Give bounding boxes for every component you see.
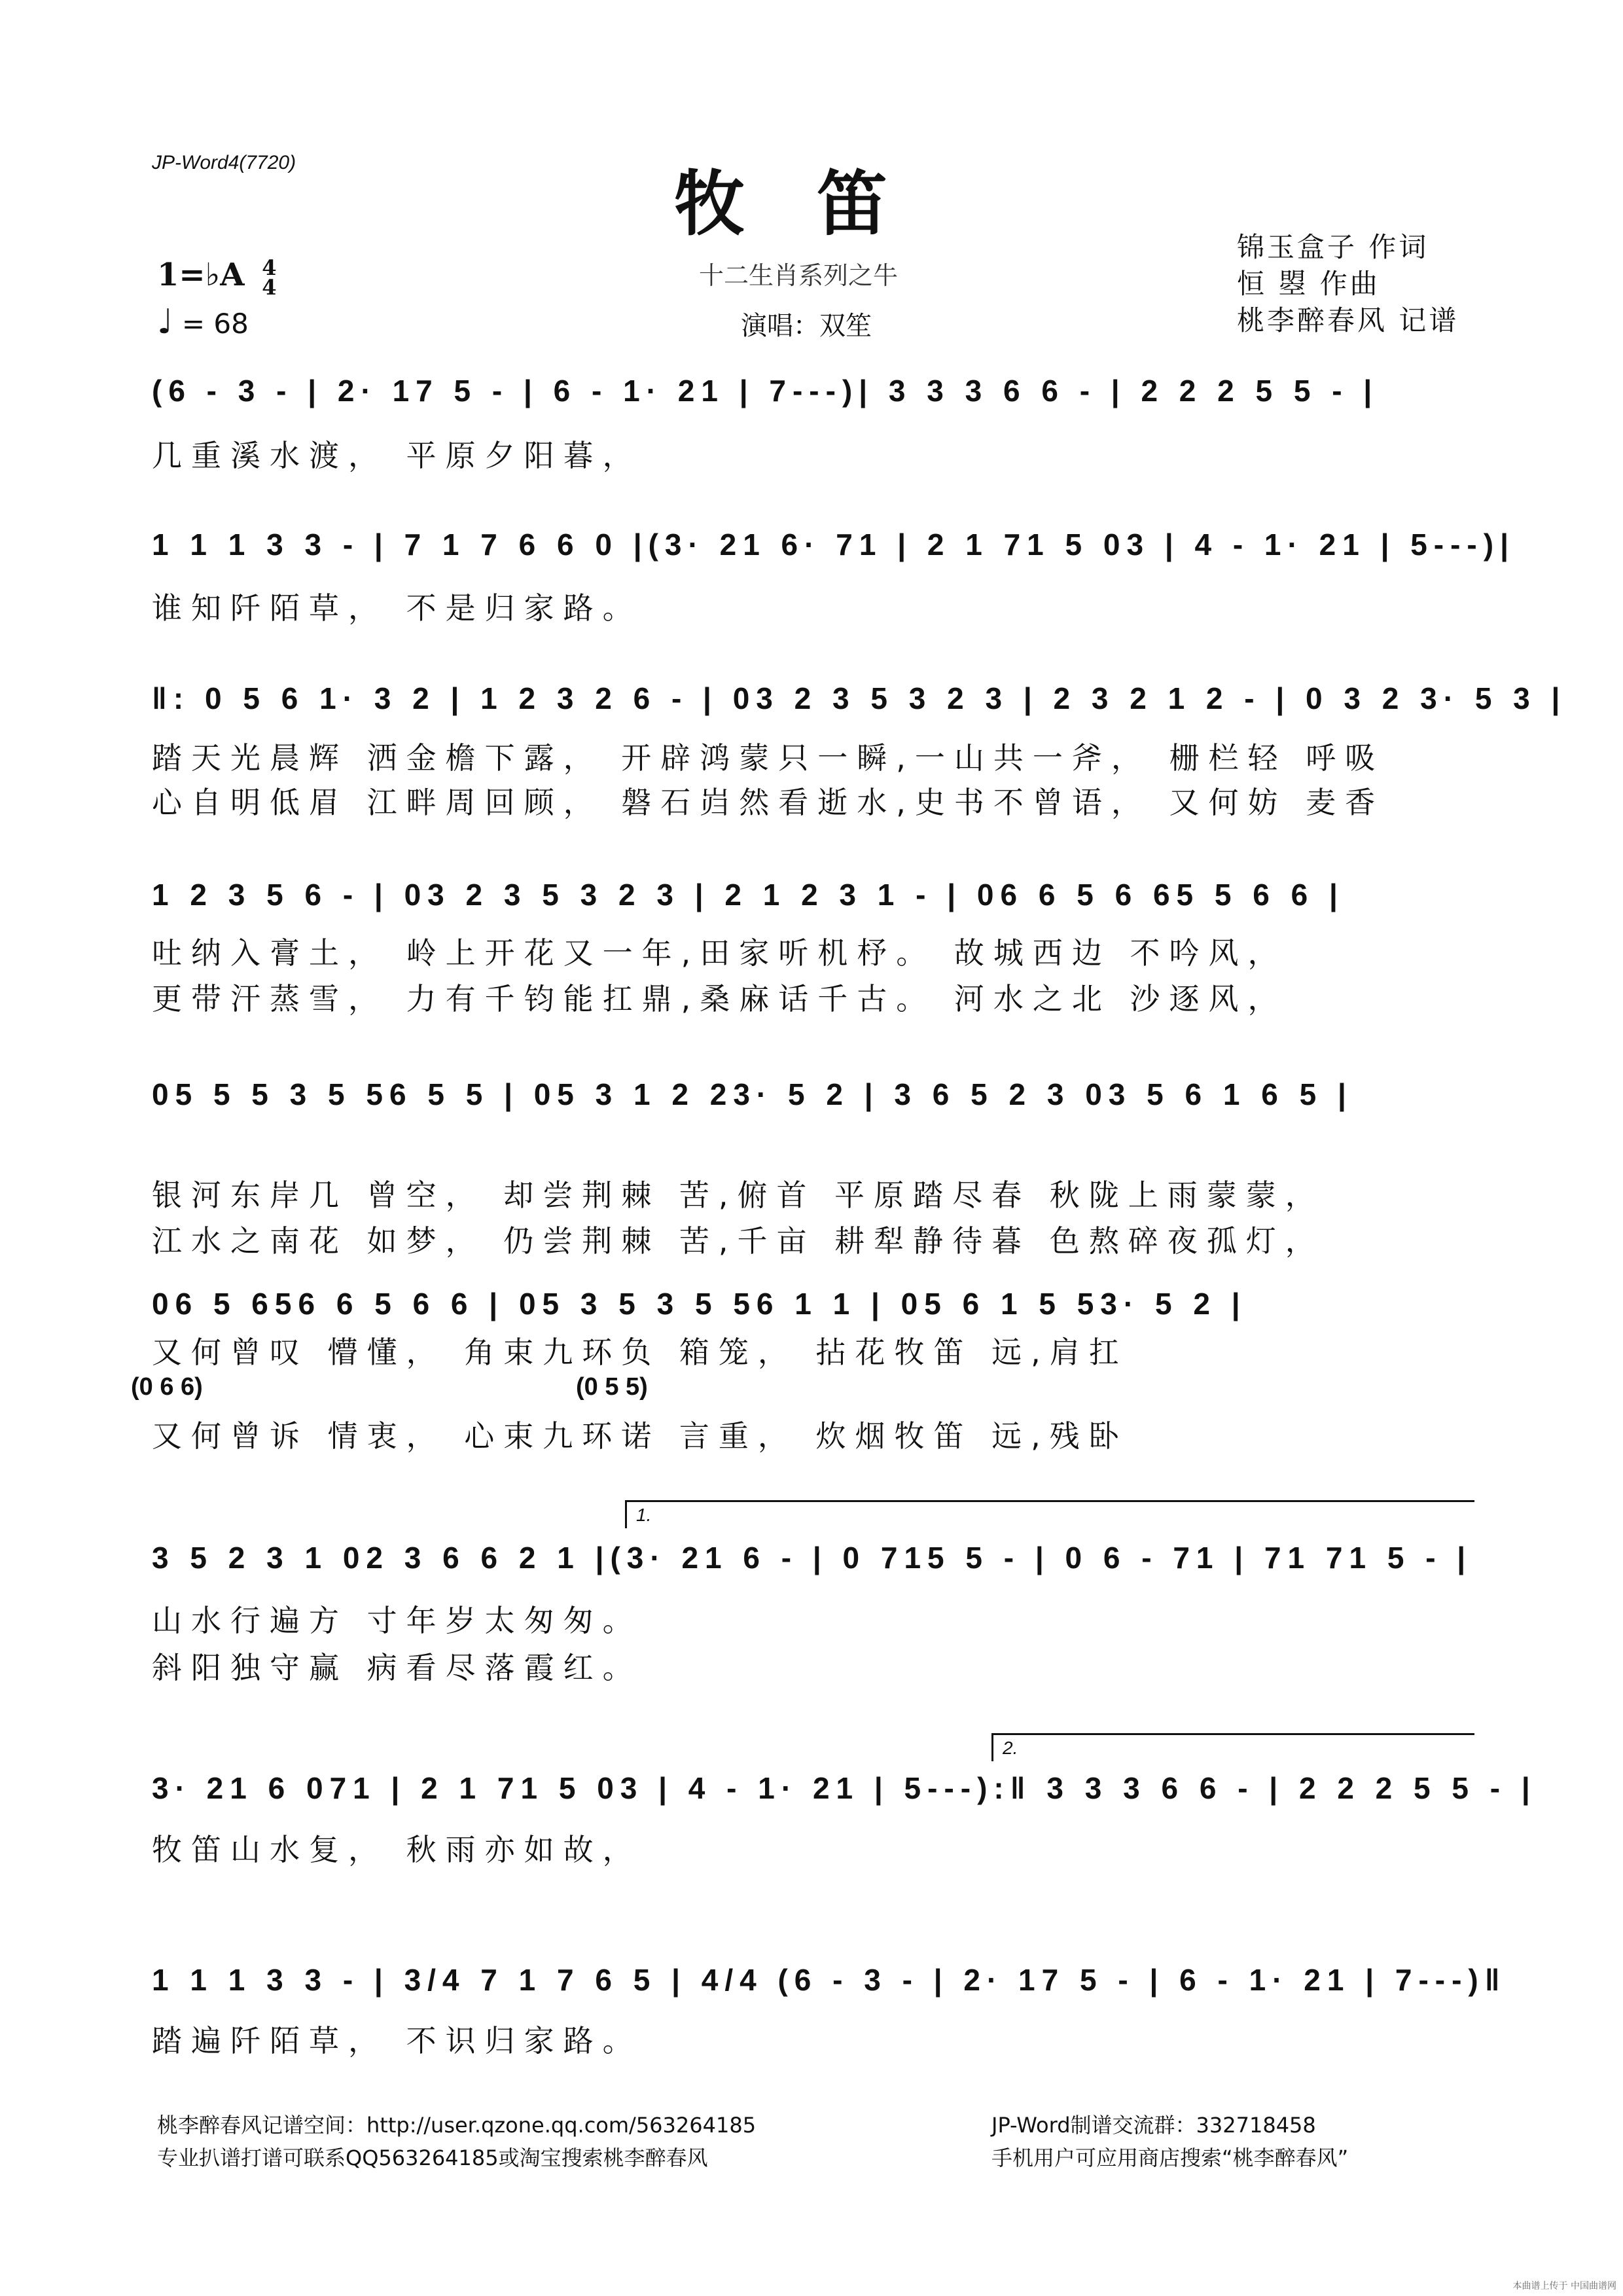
quarter-note-icon: ♩: [157, 302, 173, 342]
lyrics-line-5b: 江水之南花 如梦， 仍尝荆棘 苦,千亩 耕犁静待暮 色熬碎夜孤灯，: [152, 1223, 1325, 1259]
notation-line-5: 05 5 5 3 5 56 5 5 | 05 3 1 2 23· 5 2 | 3 6 5 2 3 03 5 6 1 6 5 |: [152, 1077, 1353, 1111]
alt-pickup-2: (0 5 5): [576, 1373, 648, 1401]
composer-credit: 恒 曌 作曲: [1237, 268, 1380, 300]
lyrics-line-8: 牧笛山水复， 秋雨亦如故，: [152, 1832, 642, 1867]
lyrics-line-3a: 踏天光晨辉 洒金檐下露， 开辟鸿蒙只一瞬,一山共一斧， 栅栏轻 呼吸: [152, 740, 1385, 776]
tempo-marking: [157, 302, 249, 342]
footer-contact: 专业扒谱打谱可联系QQ563264185或淘宝搜索桃李醉春风: [157, 2145, 708, 2170]
transcriber-credit: 桃李醉春风 记谱: [1237, 304, 1459, 336]
footer-space-link: 桃李醉春风记谱空间：http://user.qzone.qq.com/563264185: [157, 2113, 757, 2138]
key-signature: [157, 255, 277, 300]
subtitle: 十二生肖系列之牛: [699, 261, 899, 290]
time-top: 4: [262, 255, 277, 280]
alt-pickup-1: (0 6 6): [131, 1373, 203, 1401]
lyrics-line-7b: 斜阳独守赢 病看尽落霞红。: [152, 1650, 642, 1685]
time-bottom: 4: [262, 274, 277, 300]
lyrics-line-4a: 吐纳入膏土， 岭上开花又一年,田家听机杼。 故城西边 不吟风，: [152, 935, 1287, 971]
lyrics-line-7a: 山水行遍方 寸年岁太匆匆。: [152, 1603, 642, 1638]
notation-line-4: 1 2 3 5 6 - | 03 2 3 5 3 2 3 | 2 1 2 3 1 - | 06 6 5 6 65 5 6 6 |: [152, 878, 1344, 912]
key-label: 1=♭A: [157, 257, 245, 293]
lyrics-line-1: 几重溪水渡， 平原夕阳暮，: [152, 438, 642, 473]
second-ending-bracket: [991, 1733, 1474, 1761]
notation-line-7: 3 5 2 3 1 02 3 6 6 2 1 |(3· 21 6 - | 0 715 5 - | 0 6 - 71 | 71 71 5 - |: [152, 1541, 1472, 1575]
notation-line-9: 1 1 1 3 3 - | 3/4 7 1 7 6 5 | 4/4 (6 - 3 - | 2· 17 5 - | 6 - 1· 21 | 7---)‖: [152, 1963, 1507, 1997]
notation-line-8: 3· 21 6 071 | 2 1 71 5 03 | 4 - 1· 21 | 5---):‖ 3 3 3 6 6 - | 2 2 2 5 5 - |: [152, 1771, 1537, 1805]
lyricist-credit: 锦玉盒子 作词: [1237, 231, 1429, 263]
notation-line-6: 06 5 656 6 5 6 6 | 05 3 5 3 5 56 1 1 | 05 6 1 5 53· 5 2 |: [152, 1287, 1247, 1321]
lyrics-line-6a: 又何曾叹 懵懂， 角束九环负 箱笼， 拈花牧笛 远,肩扛: [152, 1335, 1128, 1370]
lyrics-line-6b: 又何曾诉 情衷， 心束九环诺 言重， 炊烟牧笛 远,残卧: [152, 1418, 1128, 1454]
credits: [1237, 229, 1459, 339]
watermark: 本曲谱上传于 中国曲谱网: [1512, 2281, 1616, 2291]
footer-app-search: 手机用户可应用商店搜索“桃李醉春风”: [991, 2145, 1349, 2170]
tempo-value: = 68: [181, 308, 249, 340]
lyrics-line-5a: 银河东岸几 曾空， 却尝荆棘 苦,俯首 平原踏尽春 秋陇上雨蒙蒙，: [152, 1177, 1325, 1213]
first-ending-bracket: [625, 1500, 1474, 1528]
notation-line-1: (6 - 3 - | 2· 17 5 - | 6 - 1· 21 | 7---)| 3 3 3 6 6 - | 2 2 2 5 5 - |: [152, 374, 1379, 408]
first-ending-label: 1.: [636, 1505, 652, 1525]
lyrics-line-4b: 更带汗蒸雪， 力有千钧能扛鼎,桑麻话千古。 河水之北 沙逐风，: [152, 981, 1287, 1016]
notation-line-2: 1 1 1 3 3 - | 7 1 7 6 6 0 |(3· 21 6· 71 | 2 1 71 5 03 | 4 - 1· 21 | 5---)|: [152, 528, 1515, 562]
time-signature: [262, 255, 277, 300]
lyrics-line-3b: 心自明低眉 江畔周回顾， 磐石岿然看逝水,史书不曾语， 又何妨 麦香: [152, 785, 1385, 820]
lyrics-line-9: 踏遍阡陌草， 不识归家路。: [152, 2023, 642, 2058]
notation-line-3: ‖: 0 5 6 1· 3 2 | 1 2 3 2 6 - | 03 2 3 5 3 2 3 | 2 3 2 1 2 - | 0 3 2 3· 5 3 |: [152, 681, 1567, 715]
singer: 演唱：双笙: [741, 311, 872, 341]
footer-group: JP-Word制谱交流群：332718458: [991, 2113, 1316, 2138]
lyrics-line-2: 谁知阡陌草， 不是归家路。: [152, 590, 642, 626]
source-label: JP-Word4(7720): [152, 152, 296, 173]
second-ending-label: 2.: [1003, 1738, 1018, 1758]
page-title: 牧笛: [674, 163, 960, 245]
